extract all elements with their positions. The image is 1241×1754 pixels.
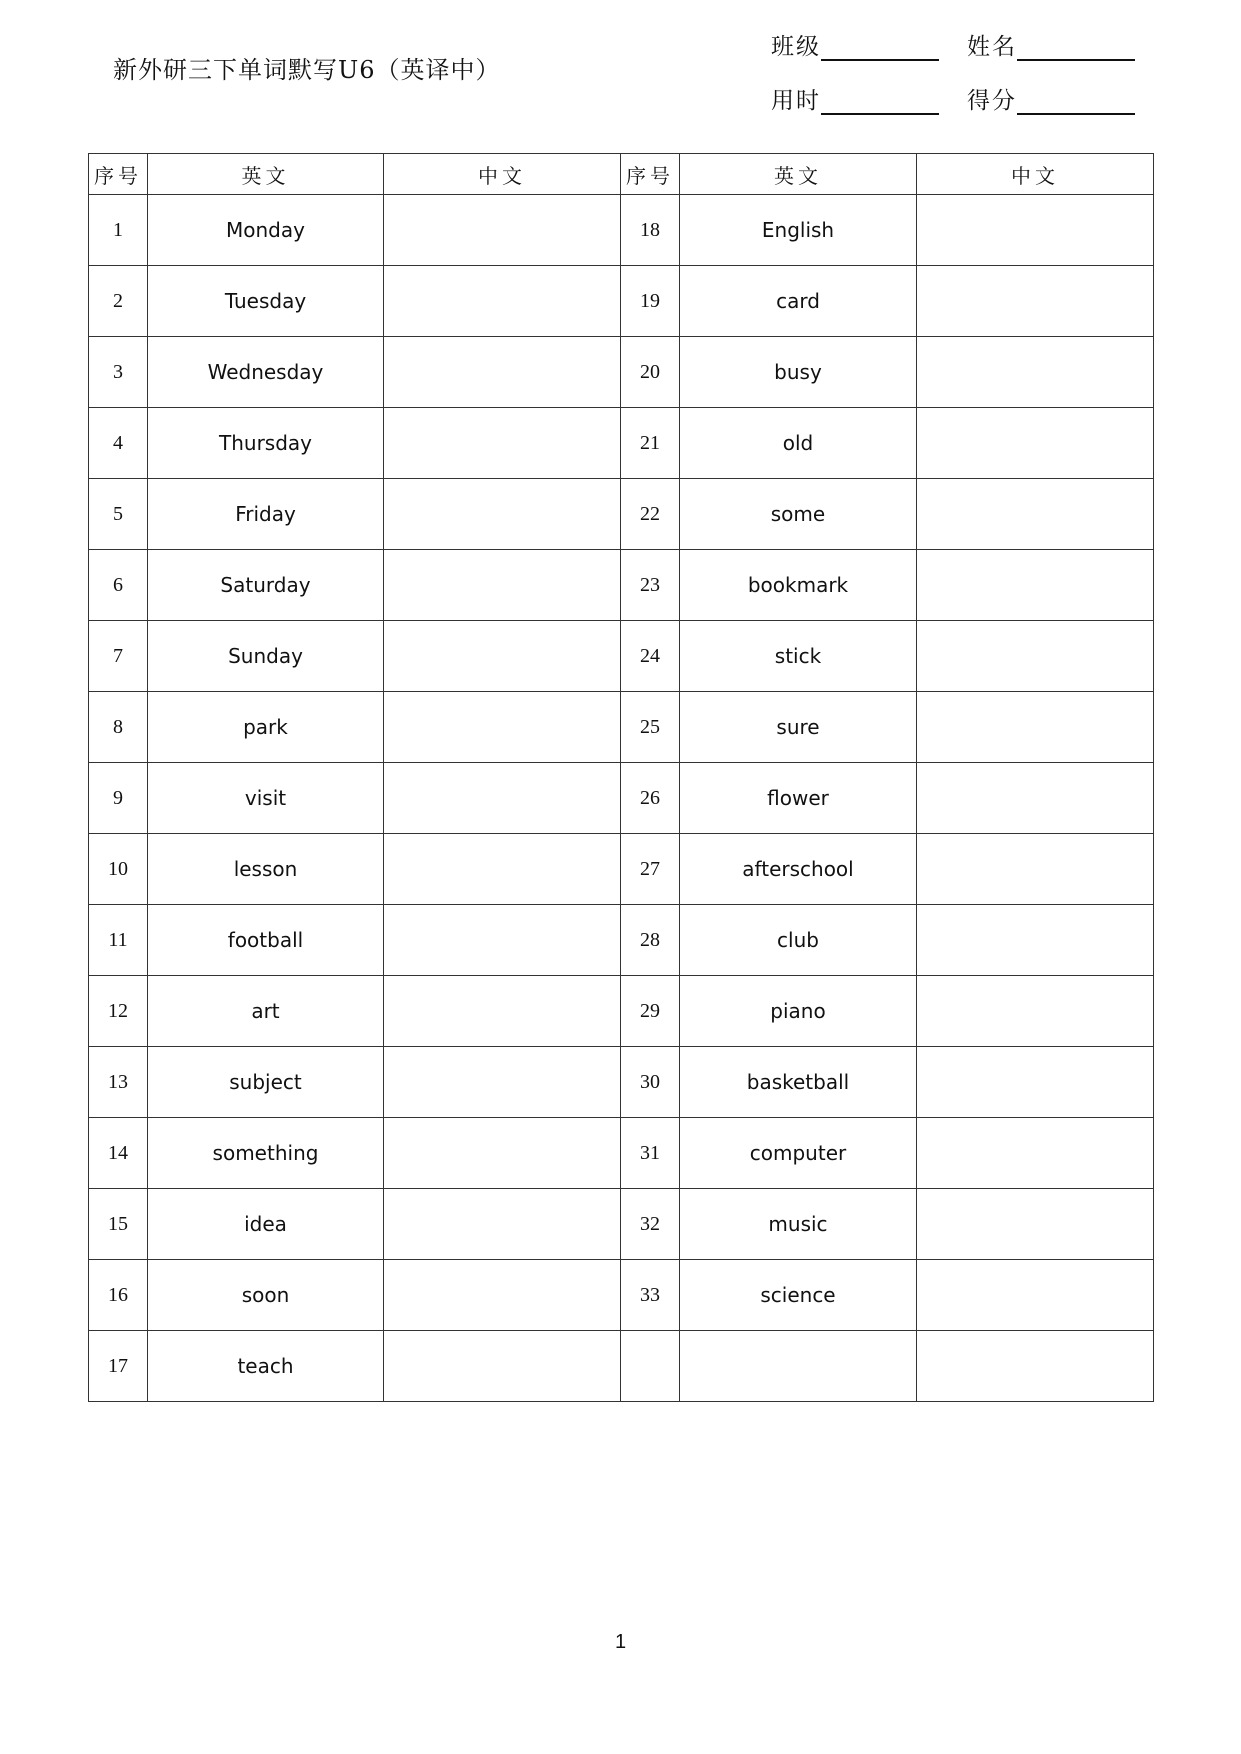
english-word: science bbox=[680, 1260, 917, 1331]
english-word: flower bbox=[680, 763, 917, 834]
chinese-answer-cell[interactable] bbox=[384, 1331, 621, 1402]
row-number: 20 bbox=[621, 337, 680, 408]
row-number: 16 bbox=[89, 1260, 148, 1331]
row-number: 10 bbox=[89, 834, 148, 905]
english-word: basketball bbox=[680, 1047, 917, 1118]
table-row bbox=[89, 337, 1154, 408]
row-number: 24 bbox=[621, 621, 680, 692]
english-word: club bbox=[680, 905, 917, 976]
table-row bbox=[89, 1047, 1154, 1118]
score-field[interactable] bbox=[967, 82, 1135, 115]
table-row bbox=[89, 550, 1154, 621]
row-number: 1 bbox=[89, 195, 148, 266]
chinese-answer-cell[interactable] bbox=[917, 1047, 1154, 1118]
chinese-answer-cell[interactable] bbox=[384, 1260, 621, 1331]
chinese-answer-cell[interactable] bbox=[384, 195, 621, 266]
chinese-answer-cell[interactable] bbox=[384, 692, 621, 763]
row-number: 17 bbox=[89, 1331, 148, 1402]
row-number: 27 bbox=[621, 834, 680, 905]
english-word: music bbox=[680, 1189, 917, 1260]
row-number: 22 bbox=[621, 479, 680, 550]
header-english-left: 英文 bbox=[148, 154, 384, 195]
english-word: English bbox=[680, 195, 917, 266]
row-number: 5 bbox=[89, 479, 148, 550]
row-number: 12 bbox=[89, 976, 148, 1047]
english-word: computer bbox=[680, 1118, 917, 1189]
english-word: Sunday bbox=[148, 621, 384, 692]
chinese-answer-cell[interactable] bbox=[917, 266, 1154, 337]
row-number: 29 bbox=[621, 976, 680, 1047]
table-row bbox=[89, 905, 1154, 976]
chinese-answer-cell[interactable] bbox=[917, 550, 1154, 621]
word-table bbox=[88, 153, 1154, 1402]
table-row bbox=[89, 266, 1154, 337]
chinese-answer-cell[interactable] bbox=[917, 905, 1154, 976]
table-row bbox=[89, 408, 1154, 479]
header-english-right: 英文 bbox=[680, 154, 917, 195]
english-word: art bbox=[148, 976, 384, 1047]
chinese-answer-cell[interactable] bbox=[384, 763, 621, 834]
chinese-answer-cell[interactable] bbox=[384, 905, 621, 976]
english-word: Monday bbox=[148, 195, 384, 266]
table-row bbox=[89, 1118, 1154, 1189]
row-number: 25 bbox=[621, 692, 680, 763]
english-word: afterschool bbox=[680, 834, 917, 905]
row-number: 32 bbox=[621, 1189, 680, 1260]
row-number: 9 bbox=[89, 763, 148, 834]
row-number: 18 bbox=[621, 195, 680, 266]
english-word: Thursday bbox=[148, 408, 384, 479]
chinese-answer-cell[interactable] bbox=[384, 1189, 621, 1260]
page-number: 1 bbox=[614, 1631, 627, 1653]
chinese-answer-cell[interactable] bbox=[917, 479, 1154, 550]
row-number: 21 bbox=[621, 408, 680, 479]
row-number: 15 bbox=[89, 1189, 148, 1260]
english-word: teach bbox=[148, 1331, 384, 1402]
table-row bbox=[89, 976, 1154, 1047]
table-row bbox=[89, 834, 1154, 905]
chinese-answer-cell[interactable] bbox=[917, 976, 1154, 1047]
chinese-answer-cell[interactable] bbox=[917, 1118, 1154, 1189]
chinese-answer-cell[interactable] bbox=[917, 408, 1154, 479]
english-word: Saturday bbox=[148, 550, 384, 621]
page-title: 新外研三下单词默写U6（英译中） bbox=[113, 56, 501, 84]
row-number: 3 bbox=[89, 337, 148, 408]
english-word: idea bbox=[148, 1189, 384, 1260]
chinese-answer-cell[interactable] bbox=[384, 550, 621, 621]
row-number: 6 bbox=[89, 550, 148, 621]
chinese-answer-cell[interactable] bbox=[384, 621, 621, 692]
table-row bbox=[89, 1189, 1154, 1260]
row-number: 2 bbox=[89, 266, 148, 337]
name-field[interactable] bbox=[967, 28, 1135, 61]
chinese-answer-cell[interactable] bbox=[917, 195, 1154, 266]
row-number: 33 bbox=[621, 1260, 680, 1331]
english-word: something bbox=[148, 1118, 384, 1189]
row-number: 30 bbox=[621, 1047, 680, 1118]
english-word: busy bbox=[680, 337, 917, 408]
english-word: sure bbox=[680, 692, 917, 763]
class-label: 班级 bbox=[771, 34, 821, 60]
time-blank-line[interactable] bbox=[821, 89, 939, 115]
row-number: 13 bbox=[89, 1047, 148, 1118]
chinese-answer-cell[interactable] bbox=[917, 763, 1154, 834]
english-word: stick bbox=[680, 621, 917, 692]
table-row bbox=[89, 692, 1154, 763]
english-word: card bbox=[680, 266, 917, 337]
chinese-answer-cell[interactable] bbox=[917, 1189, 1154, 1260]
name-label: 姓名 bbox=[967, 34, 1017, 60]
score-label: 得分 bbox=[967, 88, 1017, 114]
table-row bbox=[89, 621, 1154, 692]
english-word bbox=[680, 1331, 917, 1402]
row-number: 31 bbox=[621, 1118, 680, 1189]
chinese-answer-cell[interactable] bbox=[917, 1331, 1154, 1402]
english-word: Friday bbox=[148, 479, 384, 550]
chinese-answer-cell[interactable] bbox=[384, 479, 621, 550]
chinese-answer-cell[interactable] bbox=[384, 337, 621, 408]
row-number: 11 bbox=[89, 905, 148, 976]
row-number: 4 bbox=[89, 408, 148, 479]
row-number bbox=[621, 1331, 680, 1402]
chinese-answer-cell[interactable] bbox=[917, 1260, 1154, 1331]
english-word: Wednesday bbox=[148, 337, 384, 408]
chinese-answer-cell[interactable] bbox=[917, 337, 1154, 408]
english-word: subject bbox=[148, 1047, 384, 1118]
english-word: Tuesday bbox=[148, 266, 384, 337]
table-row bbox=[89, 195, 1154, 266]
class-blank-line[interactable] bbox=[821, 35, 939, 61]
chinese-answer-cell[interactable] bbox=[384, 1118, 621, 1189]
chinese-answer-cell[interactable] bbox=[384, 408, 621, 479]
chinese-answer-cell[interactable] bbox=[384, 834, 621, 905]
chinese-answer-cell[interactable] bbox=[917, 692, 1154, 763]
time-label: 用时 bbox=[771, 88, 821, 114]
row-number: 14 bbox=[89, 1118, 148, 1189]
row-number: 23 bbox=[621, 550, 680, 621]
time-field[interactable] bbox=[771, 82, 939, 115]
chinese-answer-cell[interactable] bbox=[917, 621, 1154, 692]
header-chinese-left: 中文 bbox=[384, 154, 621, 195]
row-number: 8 bbox=[89, 692, 148, 763]
english-word: old bbox=[680, 408, 917, 479]
row-number: 26 bbox=[621, 763, 680, 834]
row-number: 19 bbox=[621, 266, 680, 337]
chinese-answer-cell[interactable] bbox=[384, 976, 621, 1047]
english-word: lesson bbox=[148, 834, 384, 905]
table-row bbox=[89, 479, 1154, 550]
row-number: 7 bbox=[89, 621, 148, 692]
table-row bbox=[89, 1260, 1154, 1331]
english-word: piano bbox=[680, 976, 917, 1047]
english-word: bookmark bbox=[680, 550, 917, 621]
header-chinese-right: 中文 bbox=[917, 154, 1154, 195]
english-word: football bbox=[148, 905, 384, 976]
english-word: visit bbox=[148, 763, 384, 834]
score-blank-line[interactable] bbox=[1017, 89, 1135, 115]
chinese-answer-cell[interactable] bbox=[384, 266, 621, 337]
row-number: 28 bbox=[621, 905, 680, 976]
table-row bbox=[89, 763, 1154, 834]
class-field[interactable] bbox=[771, 28, 939, 61]
chinese-answer-cell[interactable] bbox=[917, 834, 1154, 905]
chinese-answer-cell[interactable] bbox=[384, 1047, 621, 1118]
table-row bbox=[89, 1331, 1154, 1402]
english-word: soon bbox=[148, 1260, 384, 1331]
header-number-left: 序号 bbox=[89, 154, 148, 195]
table-header-row bbox=[89, 154, 1154, 195]
english-word: park bbox=[148, 692, 384, 763]
name-blank-line[interactable] bbox=[1017, 35, 1135, 61]
header-number-right: 序号 bbox=[621, 154, 680, 195]
english-word: some bbox=[680, 479, 917, 550]
